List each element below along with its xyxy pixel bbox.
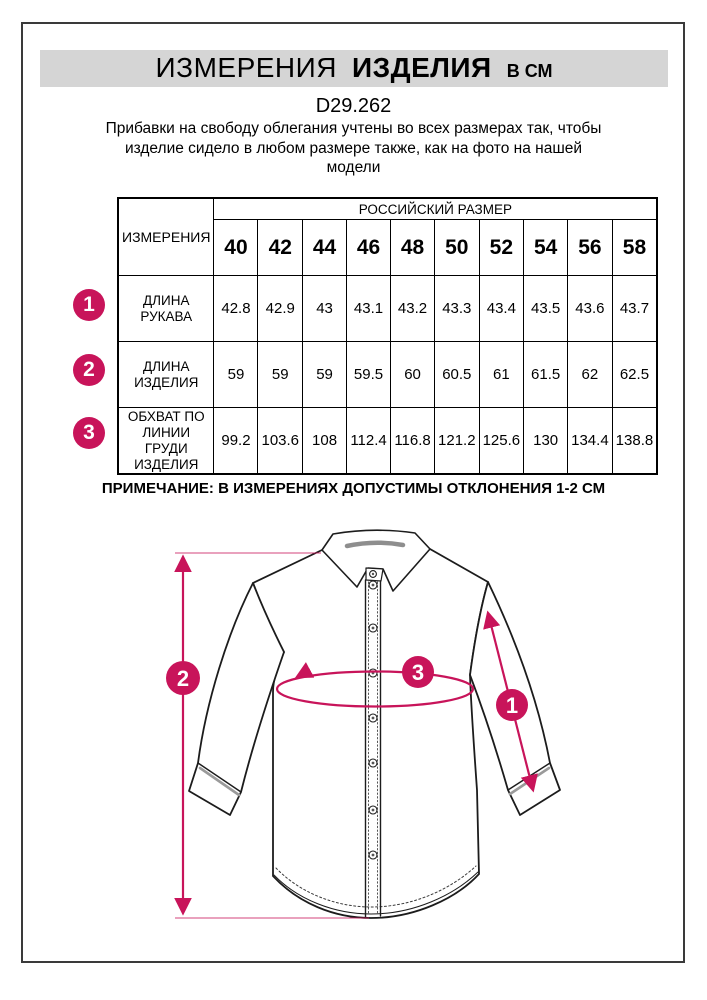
value-cell: 59 bbox=[258, 342, 303, 408]
value-cell: 121.2 bbox=[435, 408, 480, 475]
shirt-body bbox=[253, 546, 488, 918]
value-cell: 62.5 bbox=[612, 342, 657, 408]
size-col: 54 bbox=[524, 220, 568, 276]
value-cell: 60.5 bbox=[435, 342, 480, 408]
title-units: В СМ bbox=[506, 61, 553, 81]
value-cell: 43.1 bbox=[347, 276, 391, 342]
title-word-measurements: ИЗМЕРЕНИЯ bbox=[155, 52, 337, 83]
size-group-header: РОССИЙСКИЙ РАЗМЕР bbox=[214, 198, 657, 220]
value-cell: 116.8 bbox=[391, 408, 435, 475]
corner-header: ИЗМЕРЕНИЯ bbox=[118, 198, 214, 276]
value-cell: 103.6 bbox=[258, 408, 303, 475]
row-marker-2: 2 bbox=[73, 354, 105, 386]
value-cell: 43.2 bbox=[391, 276, 435, 342]
table-row-chest-girth bbox=[118, 408, 657, 475]
value-cell: 125.6 bbox=[479, 408, 524, 475]
value-cell: 130 bbox=[524, 408, 568, 475]
value-cell: 61 bbox=[479, 342, 524, 408]
value-cell: 134.4 bbox=[568, 408, 613, 475]
size-col: 40 bbox=[214, 220, 258, 276]
table-row-sleeve-length bbox=[118, 276, 657, 342]
title-bar bbox=[40, 50, 668, 87]
size-col: 48 bbox=[391, 220, 435, 276]
value-cell: 43.5 bbox=[524, 276, 568, 342]
value-cell: 108 bbox=[303, 408, 347, 475]
measurements-table bbox=[117, 197, 658, 475]
row-label: ОБХВАТ ПО ЛИНИИ ГРУДИ ИЗДЕЛИЯ bbox=[118, 408, 214, 475]
size-col: 56 bbox=[568, 220, 613, 276]
value-cell: 59 bbox=[214, 342, 258, 408]
row-marker-1: 1 bbox=[73, 289, 105, 321]
diagram-marker-3-label: 3 bbox=[411, 660, 425, 685]
size-col: 46 bbox=[347, 220, 391, 276]
tolerance-note: ПРИМЕЧАНИЕ: В ИЗМЕРЕНИЯХ ДОПУСТИМЫ ОТКЛОНЕНИЯ 1-2 СМ bbox=[101, 480, 606, 497]
title-word-product: ИЗДЕЛИЯ bbox=[352, 52, 492, 83]
value-cell: 59 bbox=[303, 342, 347, 408]
table-row-product-length bbox=[118, 342, 657, 408]
row-label: ДЛИНА ИЗДЕЛИЯ bbox=[118, 342, 214, 408]
size-col: 42 bbox=[258, 220, 303, 276]
value-cell: 61.5 bbox=[524, 342, 568, 408]
value-cell: 99.2 bbox=[214, 408, 258, 475]
value-cell: 42.8 bbox=[214, 276, 258, 342]
value-cell: 43.4 bbox=[479, 276, 524, 342]
value-cell: 60 bbox=[391, 342, 435, 408]
diagram-marker-1-label: 1 bbox=[505, 693, 519, 718]
value-cell: 43 bbox=[303, 276, 347, 342]
garment-diagram bbox=[0, 525, 707, 960]
value-cell: 43.7 bbox=[612, 276, 657, 342]
row-marker-3: 3 bbox=[73, 417, 105, 449]
shirt-drawing bbox=[189, 530, 560, 918]
diagram-marker-2-label: 2 bbox=[176, 666, 190, 691]
value-cell: 138.8 bbox=[612, 408, 657, 475]
size-col: 52 bbox=[479, 220, 524, 276]
value-cell: 43.6 bbox=[568, 276, 613, 342]
product-code: D29.262 bbox=[315, 95, 392, 117]
value-cell: 42.9 bbox=[258, 276, 303, 342]
value-cell: 43.3 bbox=[435, 276, 480, 342]
size-col: 58 bbox=[612, 220, 657, 276]
value-cell: 62 bbox=[568, 342, 613, 408]
fit-description: Прибавки на свободу облегания учтены во всех размерах так, чтобы изделие сидело в любом размере также, как на фото на нашей модели bbox=[105, 120, 602, 176]
size-col: 44 bbox=[303, 220, 347, 276]
value-cell: 112.4 bbox=[347, 408, 391, 475]
value-cell: 59.5 bbox=[347, 342, 391, 408]
row-label: ДЛИНА РУКАВА bbox=[118, 276, 214, 342]
size-col: 50 bbox=[435, 220, 480, 276]
